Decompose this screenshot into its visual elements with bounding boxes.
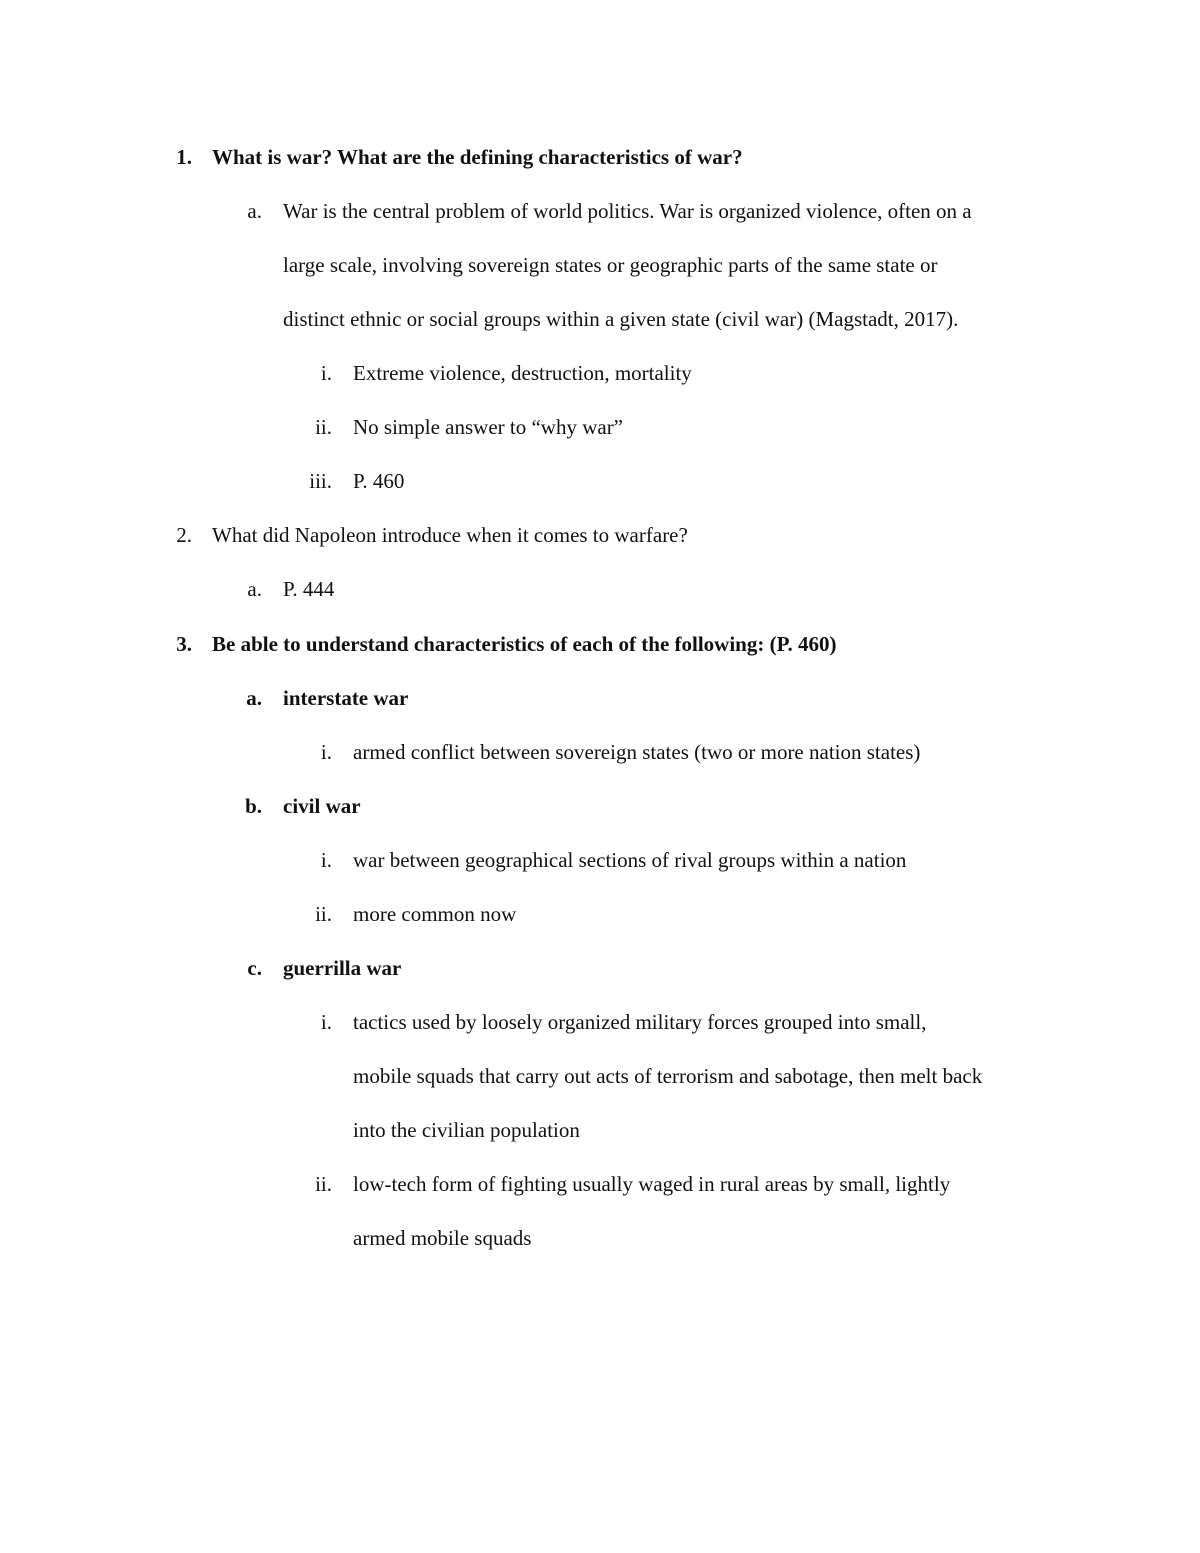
sub-item-text: low-tech form of fighting usually waged in rural areas by small, lightly xyxy=(353,1172,951,1196)
question-number: 2. xyxy=(176,523,192,547)
item-marker: c. xyxy=(247,956,262,980)
sub-item-marker: ii. xyxy=(315,1172,332,1196)
question-text: What did Napoleon introduce when it comes to warfare? xyxy=(212,523,688,547)
sub-item-text: armed mobile squads xyxy=(353,1226,532,1250)
sub-item-marker: i. xyxy=(320,1010,332,1034)
answer-line: large scale, involving sovereign states or geographic parts of the same state or xyxy=(283,253,938,277)
sub-item-marker: i. xyxy=(320,361,332,385)
item-marker: b. xyxy=(245,794,262,818)
question-text: Be able to understand characteristics of each of the following: (P. 460) xyxy=(212,632,837,656)
sub-item-marker: i. xyxy=(320,740,332,764)
question-text: What is war? What are the defining characteristics of war? xyxy=(212,145,743,169)
item-title: civil war xyxy=(283,794,361,818)
item-title: interstate war xyxy=(283,686,409,710)
answer-line: War is the central problem of world politics. War is organized violence, often on a xyxy=(283,199,972,223)
sub-item-text: more common now xyxy=(353,902,517,926)
answer-line: P. 444 xyxy=(283,577,335,601)
question-number: 3. xyxy=(176,632,192,656)
question-number: 1. xyxy=(176,145,192,169)
sub-item-text: armed conflict between sovereign states (two or more nation states) xyxy=(353,740,921,764)
sub-item-text: Extreme violence, destruction, mortality xyxy=(353,361,692,385)
sub-item-marker: iii. xyxy=(309,469,332,493)
sub-item-marker: i. xyxy=(320,848,332,872)
sub-item-text: into the civilian population xyxy=(353,1118,580,1142)
sub-item-marker: ii. xyxy=(315,902,332,926)
item-title: guerrilla war xyxy=(283,956,402,980)
answer-line: distinct ethnic or social groups within a given state (civil war) (Magstadt, 2017). xyxy=(283,307,959,331)
answer-marker: a. xyxy=(247,199,262,223)
sub-item-text: mobile squads that carry out acts of terrorism and sabotage, then melt back xyxy=(353,1064,983,1088)
sub-item-text: tactics used by loosely organized military forces grouped into small, xyxy=(353,1010,927,1034)
sub-item-text: No simple answer to “why war” xyxy=(353,415,624,439)
sub-item-text: war between geographical sections of rival groups within a nation xyxy=(353,848,907,872)
item-marker: a. xyxy=(246,686,262,710)
sub-item-marker: ii. xyxy=(315,415,332,439)
sub-item-text: P. 460 xyxy=(353,469,405,493)
answer-marker: a. xyxy=(247,577,262,601)
